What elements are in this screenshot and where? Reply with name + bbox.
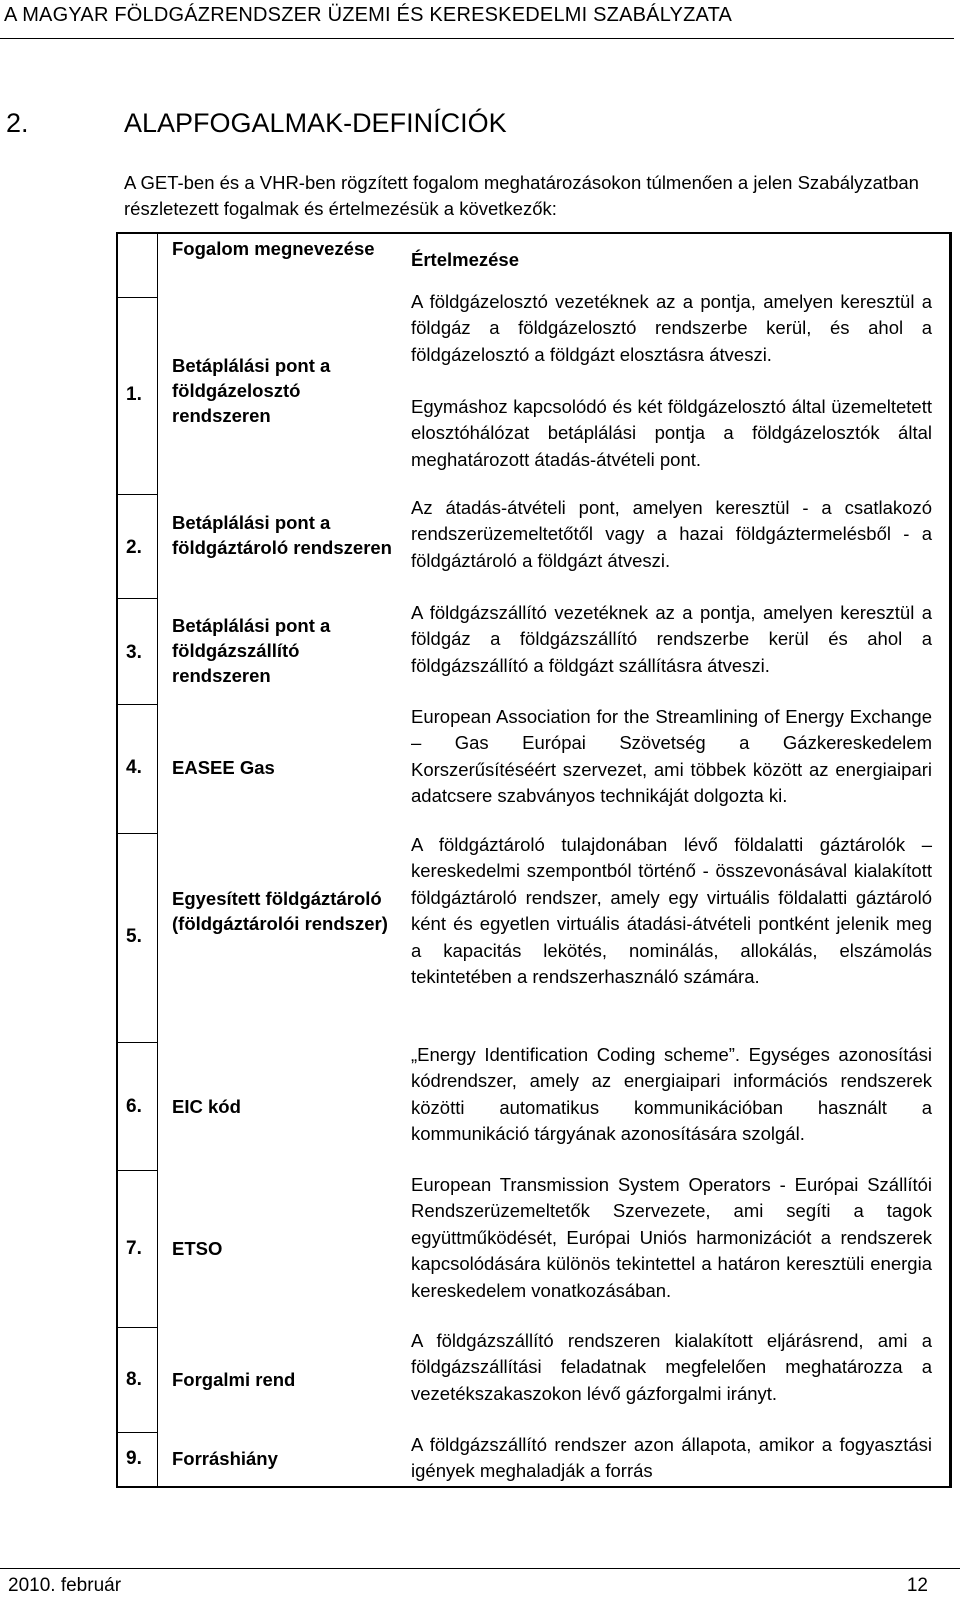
row-number: 1. (126, 384, 142, 405)
definition: European Transmission System Operators - Európai Szállítói Rendszerüzemeltetők Szervezete, ami segíti a tagok együttműködését, Európai Uniós harmonizációt a rendszerek kapcsolódására különös tekintettel a határon keresztüli energia kereskedelem vonatkozásában. (411, 1174, 932, 1301)
row-number: 4. (126, 757, 142, 778)
row-divider (118, 297, 158, 298)
column-divider (157, 234, 159, 1488)
term: EIC kód (172, 1096, 241, 1117)
page-header (0, 0, 954, 39)
definition: A földgázelosztó vezetéknek az a pontja, amelyen keresztül a földgáz a földgázelosztó rendszerbe kerül, és ahol a földgázelosztó a földgázt elosztásra átveszi. (411, 291, 932, 365)
definition: Az átadás-átvételi pont, amelyen keresztül - a csatlakozó rendszerüzemeltetőtől vagy a hazai földgáztermelésből - a földgáztároló a földgázt átveszi. (411, 497, 932, 571)
row-number: 3. (126, 642, 142, 663)
term: EASEE Gas (172, 757, 275, 778)
definition: European Association for the Streamlining of Energy Exchange – Gas Európai Szövetség a Gázkereskedelem Korszerűsítéséért szervezet, ami többek között az energiaipari adatcsere szabványos technikáját dolgozta ki. (411, 706, 932, 807)
section-title: ALAPFOGALMAK-DEFINÍCIÓK (124, 108, 507, 138)
definition: A földgázszállító rendszeren kialakított eljárásrend, ami a földgázszállítási feladatnak megfelelően meghatározza a vezetékszakaszokon lévő gázforgalmi irányt. (411, 1330, 932, 1404)
row-number: 8. (126, 1369, 142, 1390)
column-header-definition: Értelmezése (411, 249, 519, 270)
term: Betáplálási pont a földgázszállító rendszeren (172, 615, 331, 686)
term: Betáplálási pont a földgáztároló rendszeren (172, 512, 392, 558)
row-number: 9. (126, 1448, 142, 1469)
row-number: 5. (126, 926, 142, 947)
row-number: 6. (126, 1096, 142, 1117)
row-divider (118, 598, 158, 599)
term: ETSO (172, 1238, 223, 1259)
section-number: 2. (6, 108, 29, 138)
row-number: 2. (126, 537, 142, 558)
column-header-term: Fogalom megnevezése (172, 238, 375, 259)
page-number: 12 (906, 1575, 928, 1596)
definition: „Energy Identification Coding scheme”. Egységes azonosítási kódrendszer, amely az energiaipari információs rendszerek közötti automatikus kommunikációban használt a kommunikáció tárgyának azonosítására szolgál. (411, 1044, 932, 1145)
row-divider (118, 1170, 158, 1171)
footer-divider (0, 1568, 960, 1569)
term: Betáplálási pont a földgázelosztó rendszeren (172, 355, 331, 426)
term: Forráshiány (172, 1448, 278, 1469)
footer-date: 2010. február (8, 1575, 122, 1596)
term: Egyesített földgáztároló (földgáztárolói rendszer) (172, 888, 388, 934)
intro-paragraph: A GET-ben és a VHR-ben rögzített fogalom meghatározásokon túlmenően a jelen Szabályzatban részletezett fogalmak és értelmezésük a következők: (124, 172, 919, 219)
row-number: 7. (126, 1238, 142, 1259)
definition: A földgázszállító vezetéknek az a pontja, amelyen keresztül a földgáz a földgázszállító rendszerbe kerül és ahol a földgázszállító a földgázt szállításra átveszi. (411, 602, 932, 676)
row-divider (118, 1042, 158, 1043)
definition: A földgázszállító rendszer azon állapota, amikor a fogyasztási igények meghaladják a forrás (411, 1434, 932, 1482)
definition: Egymáshoz kapcsolódó és két földgázelosztó által üzemeltetett elosztóhálózat betáplálási pontja a földgázelosztók által meghatározott átadás-átvételi pont. (411, 396, 932, 470)
row-divider (118, 494, 158, 495)
row-divider (118, 1327, 158, 1328)
document-title: A MAGYAR FÖLDGÁZRENDSZER ÜZEMI ÉS KERESKEDELMI SZABÁLYZATA (4, 4, 733, 26)
definition: A földgáztároló tulajdonában lévő földalatti gáztárolók – kereskedelmi szempontból történő - összevonásával kialakított földgáztároló rendszer, amely egy virtuális földalatti gáztároló ként és egyetlen virtuális átadási-átvételi pontként jelenik meg a kapacitás lekötés, nominálás, allokálás, elszámolás tekintetében a rendszerhasználó számára. (411, 834, 932, 988)
row-divider (118, 704, 158, 705)
term: Forgalmi rend (172, 1369, 296, 1390)
row-divider (118, 1432, 158, 1433)
row-divider (118, 833, 158, 834)
